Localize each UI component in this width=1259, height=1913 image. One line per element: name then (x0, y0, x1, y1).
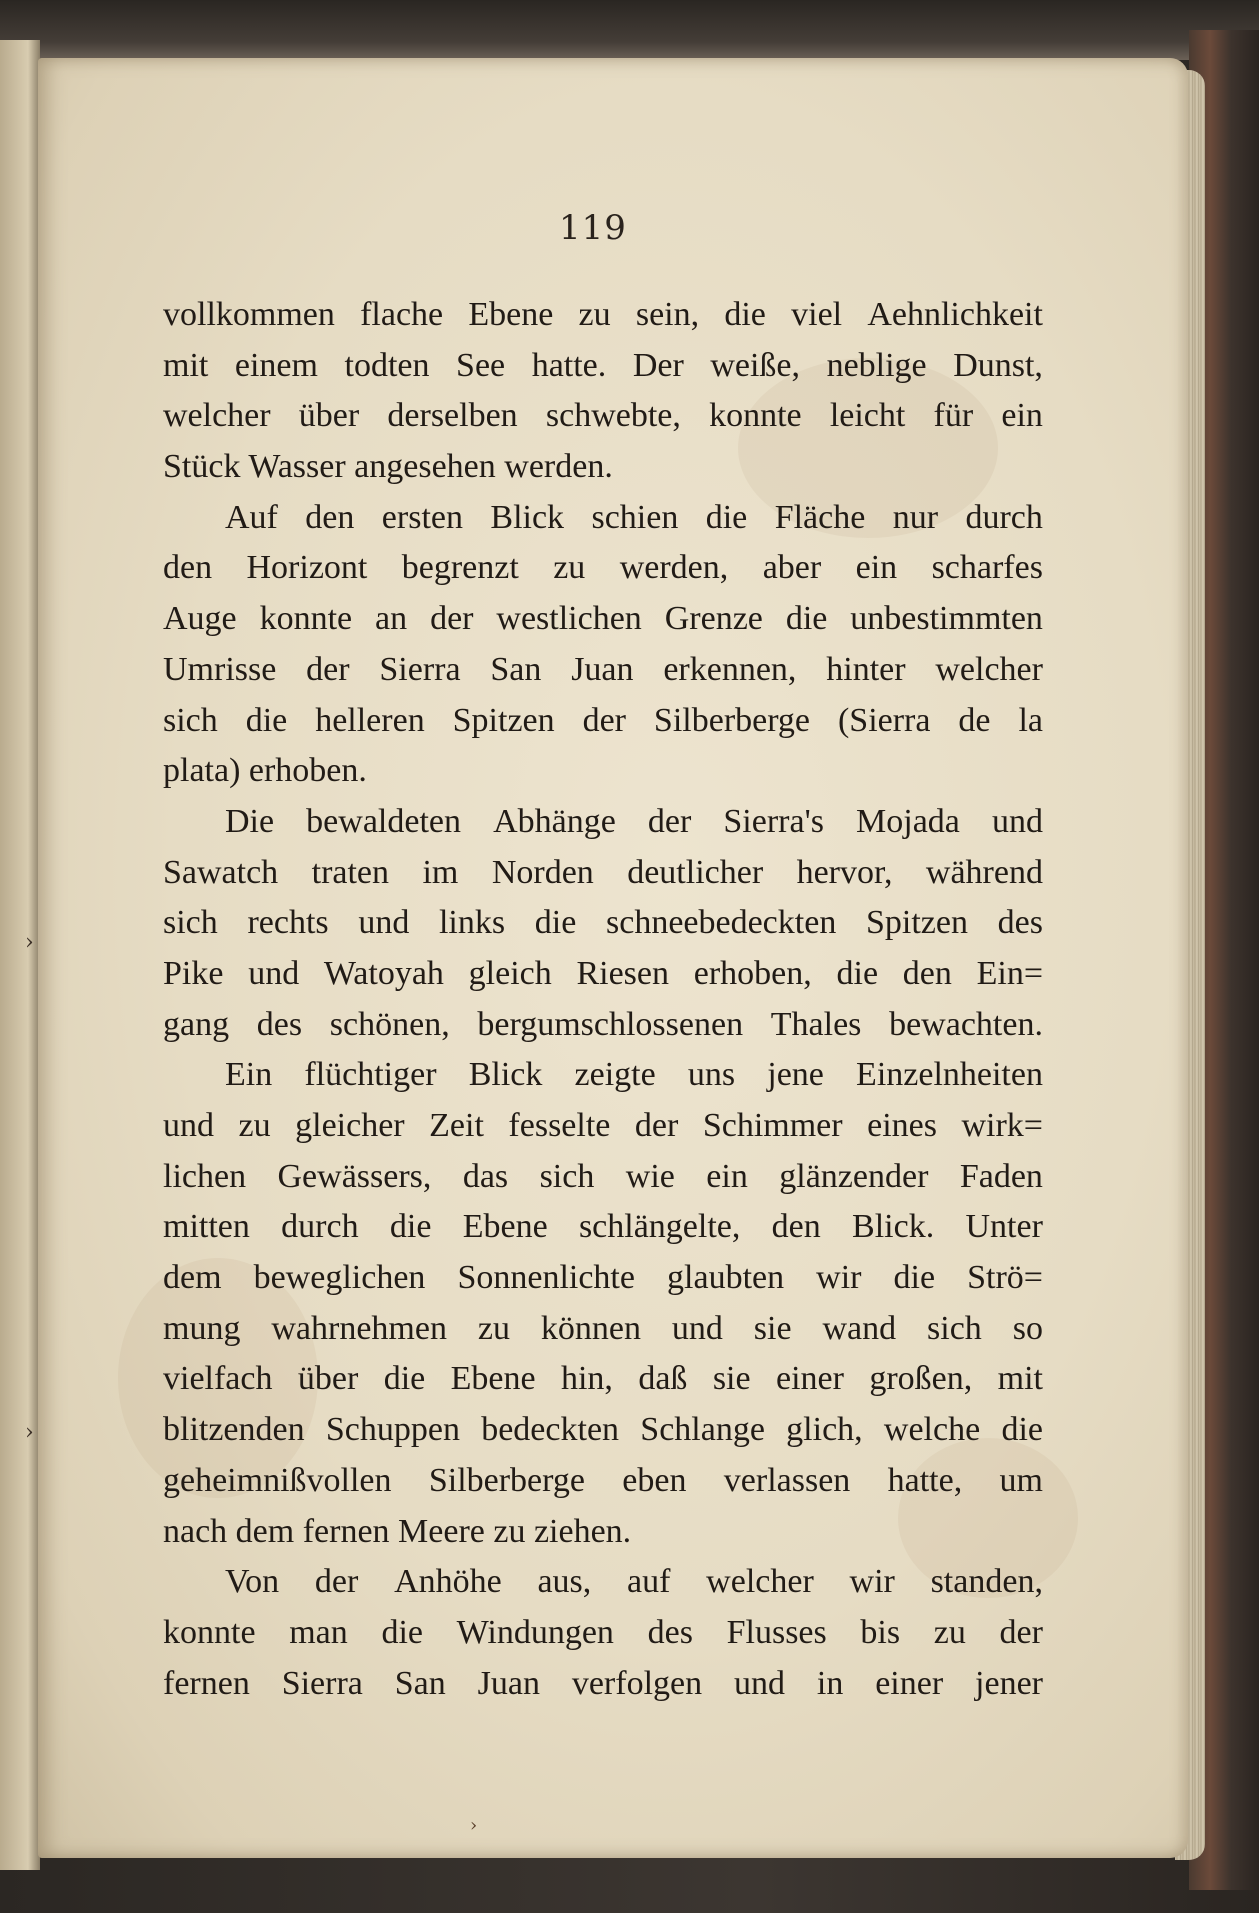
word: welcher (935, 650, 1043, 688)
word: scharfes (931, 549, 1043, 587)
word: Sierra (379, 650, 461, 688)
word: die (785, 600, 828, 638)
text-line: nach dem fernen Meere zu ziehen. (163, 1512, 632, 1550)
text-line (163, 696, 1043, 747)
word: wand (822, 1309, 897, 1347)
word: verfolgen (571, 1664, 703, 1702)
word: glaubten (667, 1259, 785, 1297)
word: sich (539, 1157, 595, 1195)
text-line (163, 1608, 1043, 1659)
word: die (534, 904, 577, 942)
word: schlängelte, (578, 1208, 741, 1246)
word: Die (225, 802, 275, 840)
word: Strö= (967, 1259, 1043, 1297)
word: See (456, 346, 506, 384)
word: durch (281, 1208, 359, 1246)
word: Watoyah (323, 954, 444, 992)
word: fernen (163, 1664, 250, 1702)
word: Dunst, (953, 346, 1043, 384)
word: traten (311, 853, 390, 891)
word: man (289, 1613, 348, 1651)
word: Anhöhe (394, 1563, 502, 1601)
text-line (163, 645, 1043, 696)
word: Ein (225, 1056, 273, 1094)
word: Sierra (281, 1664, 363, 1702)
word: und (734, 1664, 785, 1702)
text-line (163, 594, 1043, 645)
word: des (647, 1613, 693, 1651)
word: vollkommen (163, 296, 335, 333)
word: wahrnehmen (271, 1309, 447, 1347)
word: gleicher (295, 1107, 405, 1144)
word: bewachten. (889, 1005, 1043, 1043)
word: durch (965, 498, 1043, 536)
text-line (163, 1456, 1043, 1507)
word: hatte, (887, 1461, 963, 1499)
word: wir (816, 1259, 862, 1297)
word: la (1018, 701, 1043, 739)
word: schneebedeckten (606, 904, 837, 942)
word: Schlange (640, 1411, 765, 1449)
word: neblige (826, 346, 927, 384)
word: wie (625, 1157, 675, 1195)
word: werden, (619, 549, 729, 587)
word: die (893, 1259, 936, 1297)
word: Pike (163, 954, 224, 992)
text-line (163, 1152, 1043, 1203)
word: im (422, 853, 459, 891)
word: Grenze (664, 600, 763, 638)
word: aber (762, 549, 822, 587)
word: schwebte, (545, 397, 681, 435)
body-text (163, 290, 1043, 1709)
book-cover-top-edge (0, 0, 1259, 60)
word: Horizont (246, 549, 368, 587)
word: de (958, 701, 991, 739)
word: sein, (635, 296, 700, 333)
word: nur (892, 498, 939, 536)
word: einer (875, 1664, 944, 1702)
word: schönen, (329, 1005, 450, 1043)
word: deutlicher (627, 853, 764, 891)
word: welcher (706, 1563, 814, 1601)
word: verlassen (723, 1461, 851, 1499)
word: wir (849, 1563, 895, 1601)
word: einem (234, 346, 318, 384)
word: Flusses (726, 1613, 827, 1651)
word: geheimnißvollen (163, 1461, 392, 1499)
text-line (163, 1354, 1043, 1405)
word: Spitzen (866, 904, 968, 942)
word: welcher (163, 397, 271, 435)
word: Ebene (450, 1360, 536, 1398)
word: Silberberge (428, 1461, 585, 1499)
word: sich (163, 701, 218, 739)
word: welche (883, 1411, 981, 1449)
word: hinter (826, 650, 906, 688)
word: glänzender (779, 1157, 929, 1195)
word: der (999, 1613, 1043, 1651)
word: der (430, 600, 474, 638)
text-line (163, 1557, 1043, 1608)
word: unbestimmten (850, 600, 1043, 638)
word: die (389, 1208, 432, 1246)
word: ein (1001, 397, 1043, 435)
word: Ein= (976, 954, 1043, 992)
word: Zeit (429, 1107, 484, 1144)
word: zeigte (574, 1056, 656, 1094)
word: flache (360, 296, 444, 333)
word: gleich (468, 954, 552, 992)
word: während (925, 853, 1043, 891)
word: zu (553, 549, 586, 587)
word: der (582, 701, 626, 739)
word: Sonnenlichte (457, 1259, 635, 1297)
word: und (991, 802, 1043, 840)
text-line (163, 1202, 1043, 1253)
ink-speck: › (470, 1815, 478, 1836)
word: und (671, 1309, 723, 1347)
word: Der (632, 346, 684, 384)
word: und (358, 904, 410, 942)
word: ersten (381, 498, 463, 536)
word: glich, (786, 1411, 863, 1449)
word: die (705, 498, 748, 536)
text-line (163, 1659, 1043, 1710)
word: (Sierra (837, 701, 931, 739)
word: dem (163, 1259, 222, 1297)
word: blitzenden (163, 1411, 305, 1449)
word: Auf (225, 498, 278, 536)
word: helleren (315, 701, 425, 739)
word: westlichen (496, 600, 642, 638)
word: mit (997, 1360, 1043, 1398)
word: Sierra's (723, 802, 824, 840)
word: Riesen (576, 954, 670, 992)
word: Ebene (462, 1208, 548, 1246)
word: bis (860, 1613, 901, 1651)
word: der (314, 1563, 359, 1601)
word: Fläche (774, 498, 866, 536)
word: Juan (571, 650, 634, 688)
word: Silberberge (653, 701, 811, 739)
page-number: 119 (559, 208, 627, 248)
word: hatte. (531, 346, 607, 384)
word: an (375, 600, 408, 638)
word: Gewässers, (277, 1157, 432, 1195)
word: Juan (477, 1664, 540, 1702)
book-page (38, 58, 1188, 1858)
text-line (163, 1000, 1043, 1051)
text-line (163, 1101, 1043, 1152)
word: sie (712, 1360, 751, 1398)
word: Ebene (468, 296, 554, 333)
word: rechts (247, 904, 329, 942)
word: das (462, 1157, 509, 1195)
word: der (634, 1107, 679, 1144)
word: Norden (491, 853, 594, 891)
word: großen, (869, 1360, 973, 1398)
word: bewaldeten (306, 802, 461, 840)
word: beweglichen (253, 1259, 426, 1297)
word: den (305, 498, 355, 536)
word: den (902, 954, 952, 992)
word: die (1001, 1411, 1043, 1449)
word: Schimmer (702, 1107, 843, 1144)
margin-mark: › (25, 930, 34, 955)
word: Unter (965, 1208, 1043, 1246)
word: aus, (537, 1563, 592, 1601)
word: der (306, 650, 350, 688)
word: todten (344, 346, 430, 384)
word: einer (775, 1360, 844, 1398)
word: hervor, (796, 853, 893, 891)
text-line (163, 1304, 1043, 1355)
word: eines (867, 1107, 937, 1144)
margin-mark: › (25, 1420, 34, 1445)
word: so (1012, 1309, 1043, 1347)
word: Von (225, 1563, 280, 1601)
word: zu (238, 1107, 271, 1144)
text-line (163, 341, 1043, 392)
word: Aehnlichkeit (867, 296, 1043, 333)
text-line: Stück Wasser angesehen werden. (163, 448, 613, 486)
word: um (999, 1461, 1043, 1499)
word: die (836, 954, 879, 992)
word: jene (767, 1056, 824, 1094)
word: zu (578, 296, 611, 333)
word: konnte (709, 397, 802, 435)
word: Faden (959, 1157, 1043, 1195)
text-line (163, 1050, 1043, 1101)
word: konnte (163, 1613, 256, 1651)
word: die (381, 1613, 423, 1651)
word: den (163, 549, 213, 587)
word: und (163, 1107, 214, 1144)
word: mitten (163, 1208, 250, 1246)
word: vielfach (163, 1360, 273, 1398)
word: zu (933, 1613, 966, 1651)
word: Auge (163, 600, 237, 638)
word: in (816, 1664, 844, 1702)
word: mit (163, 346, 209, 384)
word: Blick. (852, 1208, 935, 1246)
word: Blick (468, 1056, 543, 1094)
word: des (997, 904, 1043, 942)
word: die (245, 701, 288, 739)
word: jener (975, 1664, 1043, 1702)
word: Mojada (856, 802, 960, 840)
word: uns (687, 1056, 736, 1094)
word: sich (927, 1309, 982, 1347)
word: die (724, 296, 766, 333)
word: Abhänge (493, 802, 616, 840)
word: ein (855, 549, 898, 587)
word: der (647, 802, 692, 840)
word: Blick (490, 498, 565, 536)
word: Einzelnheiten (856, 1056, 1043, 1094)
text-line (163, 290, 1043, 341)
word: daß (638, 1360, 688, 1398)
word: begrenzt (401, 549, 519, 587)
text-line (163, 493, 1043, 544)
word: zu (477, 1309, 510, 1347)
word: auf (627, 1563, 671, 1601)
word: hin, (560, 1360, 613, 1398)
word: für (933, 397, 974, 435)
left-page-edge (0, 40, 40, 1870)
text-line (163, 1405, 1043, 1456)
word: können (540, 1309, 641, 1347)
word: links (438, 904, 506, 942)
text-line (163, 391, 1043, 442)
word: den (771, 1208, 821, 1246)
word: über (298, 397, 360, 435)
word: standen, (930, 1563, 1043, 1601)
word: mung (163, 1309, 241, 1347)
text-line (163, 543, 1043, 594)
text-line (163, 848, 1043, 899)
word: die (383, 1360, 426, 1398)
word: Windungen (456, 1613, 614, 1651)
word: konnte (259, 600, 353, 638)
word: Thales (770, 1005, 862, 1043)
word: flüchtiger (304, 1056, 437, 1094)
word: fesselte (508, 1107, 611, 1144)
word: bergumschlossenen (477, 1005, 744, 1043)
word: wirk= (961, 1107, 1043, 1144)
word: viel (791, 296, 843, 333)
word: erkennen, (663, 650, 797, 688)
text-line (163, 797, 1043, 848)
word: Schuppen (325, 1411, 460, 1449)
word: San (394, 1664, 446, 1702)
word: sie (753, 1309, 792, 1347)
word: erhoben, (693, 954, 812, 992)
word: San (490, 650, 542, 688)
word: gang (163, 1005, 230, 1043)
word: lichen (163, 1157, 247, 1195)
word: sich (163, 904, 218, 942)
text-line (163, 898, 1043, 949)
text-line: plata) erhoben. (163, 752, 367, 790)
word: des (256, 1005, 303, 1043)
word: derselben (387, 397, 518, 435)
word: eben (622, 1461, 687, 1499)
word: bedeckten (481, 1411, 620, 1449)
word: Umrisse (163, 650, 277, 688)
text-line (163, 1253, 1043, 1304)
word: und (248, 954, 300, 992)
text-line (163, 949, 1043, 1000)
word: über (297, 1360, 359, 1398)
word: Sawatch (163, 853, 279, 891)
word: Spitzen (452, 701, 555, 739)
word: ein (706, 1157, 748, 1195)
word: schien (591, 498, 679, 536)
word: leicht (829, 397, 906, 435)
word: weiße, (710, 346, 801, 384)
